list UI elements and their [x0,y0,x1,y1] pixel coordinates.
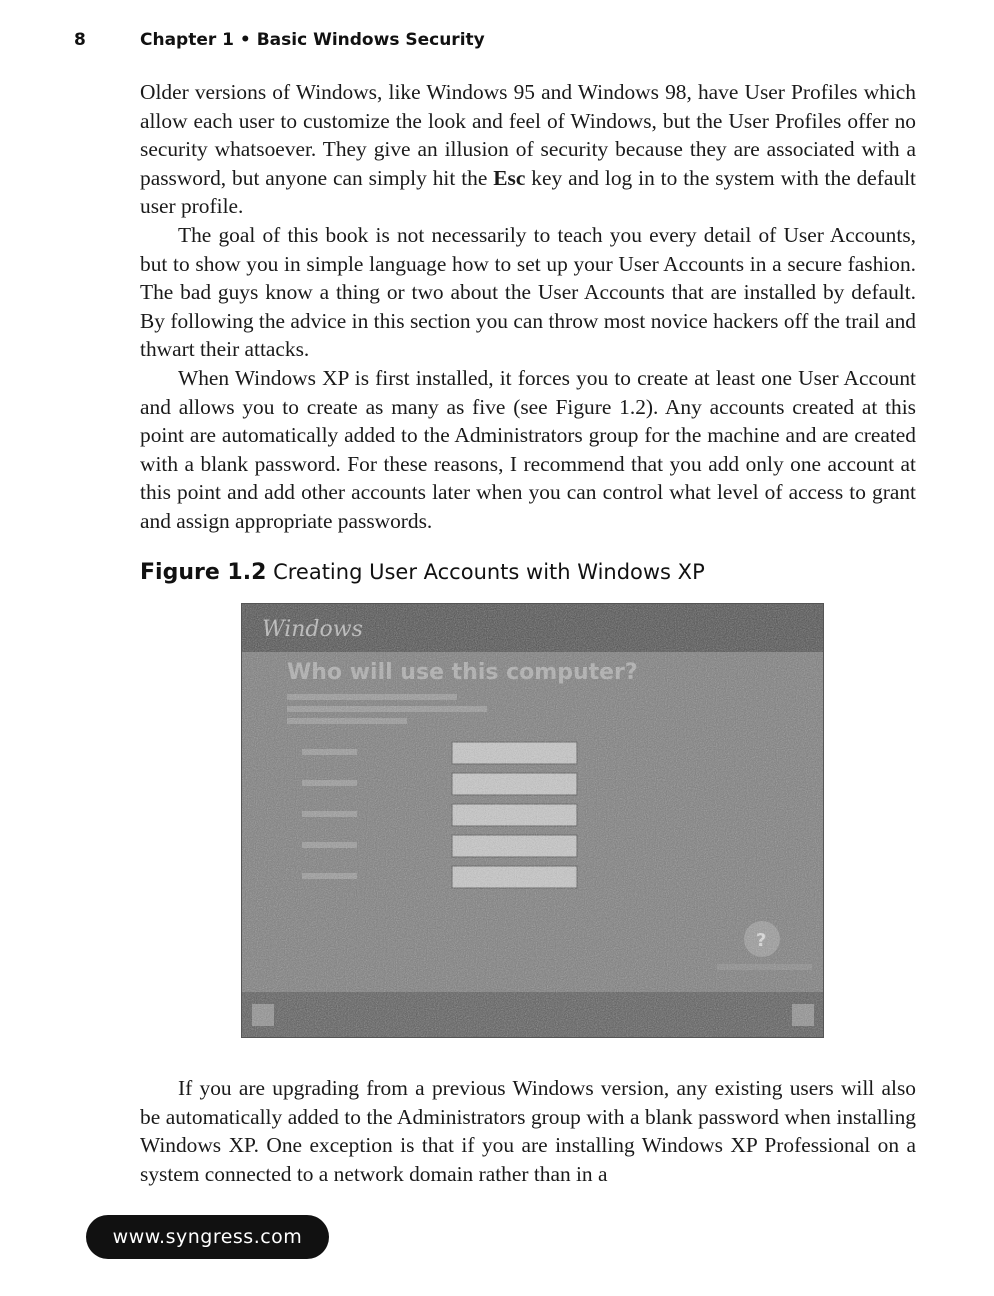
body-text-top [140,78,916,536]
paragraph: When Windows XP is first installed, it forces you to create at least one User Account and allows you to create as many as five (see Figure 1.2). Any accounts created at this point are automatically added to the Administrators group for the machine and are created with a blank password. For these reasons, I recommend that you add only one account at this point and add other accounts later when you can control what level of access to grant and assign appropriate passwords. [140,365,916,533]
key-name: Esc [493,165,526,190]
running-title: Chapter 1 • Basic Windows Security [140,30,485,50]
figure-caption [140,560,705,585]
website-badge: www.syngress.com [86,1215,329,1259]
paragraph: If you are upgrading from a previous Windows version, any existing users will also be automatically added to the Administrators group with a blank password when installing Windows XP. One exception is that if you are installing Windows XP Professional on a system connected to a network domain rather than in a [140,1076,916,1186]
figure-screenshot [241,603,824,1038]
paragraph: Older versions of Windows, like Windows 95 and Windows 98, have User Profiles which allow each user to customize the look and feel of Windows, but the User Profiles offer no security whatsoever. They give an illusion of security because they are associated with a password, but anyone can simply hit the Esc key and log in to the system with the default user profile. [140,80,916,219]
body-text-bottom [140,1074,916,1188]
figure-caption-text: Creating User Accounts with Windows XP [273,560,705,584]
figure-label: Figure 1.2 [140,560,267,585]
running-header [74,30,485,50]
page-number: 8 [74,30,86,50]
setup-screen-image [242,604,823,1037]
paragraph: The goal of this book is not necessarily to teach you every detail of User Accounts, but to show you in simple language how to set up your User Accounts in a secure fashion. The bad guys know a thing or two about the User Accounts that are installed by default. By following the advice in this section you can throw most novice hackers off the trail and thwart their attacks. [140,222,916,362]
